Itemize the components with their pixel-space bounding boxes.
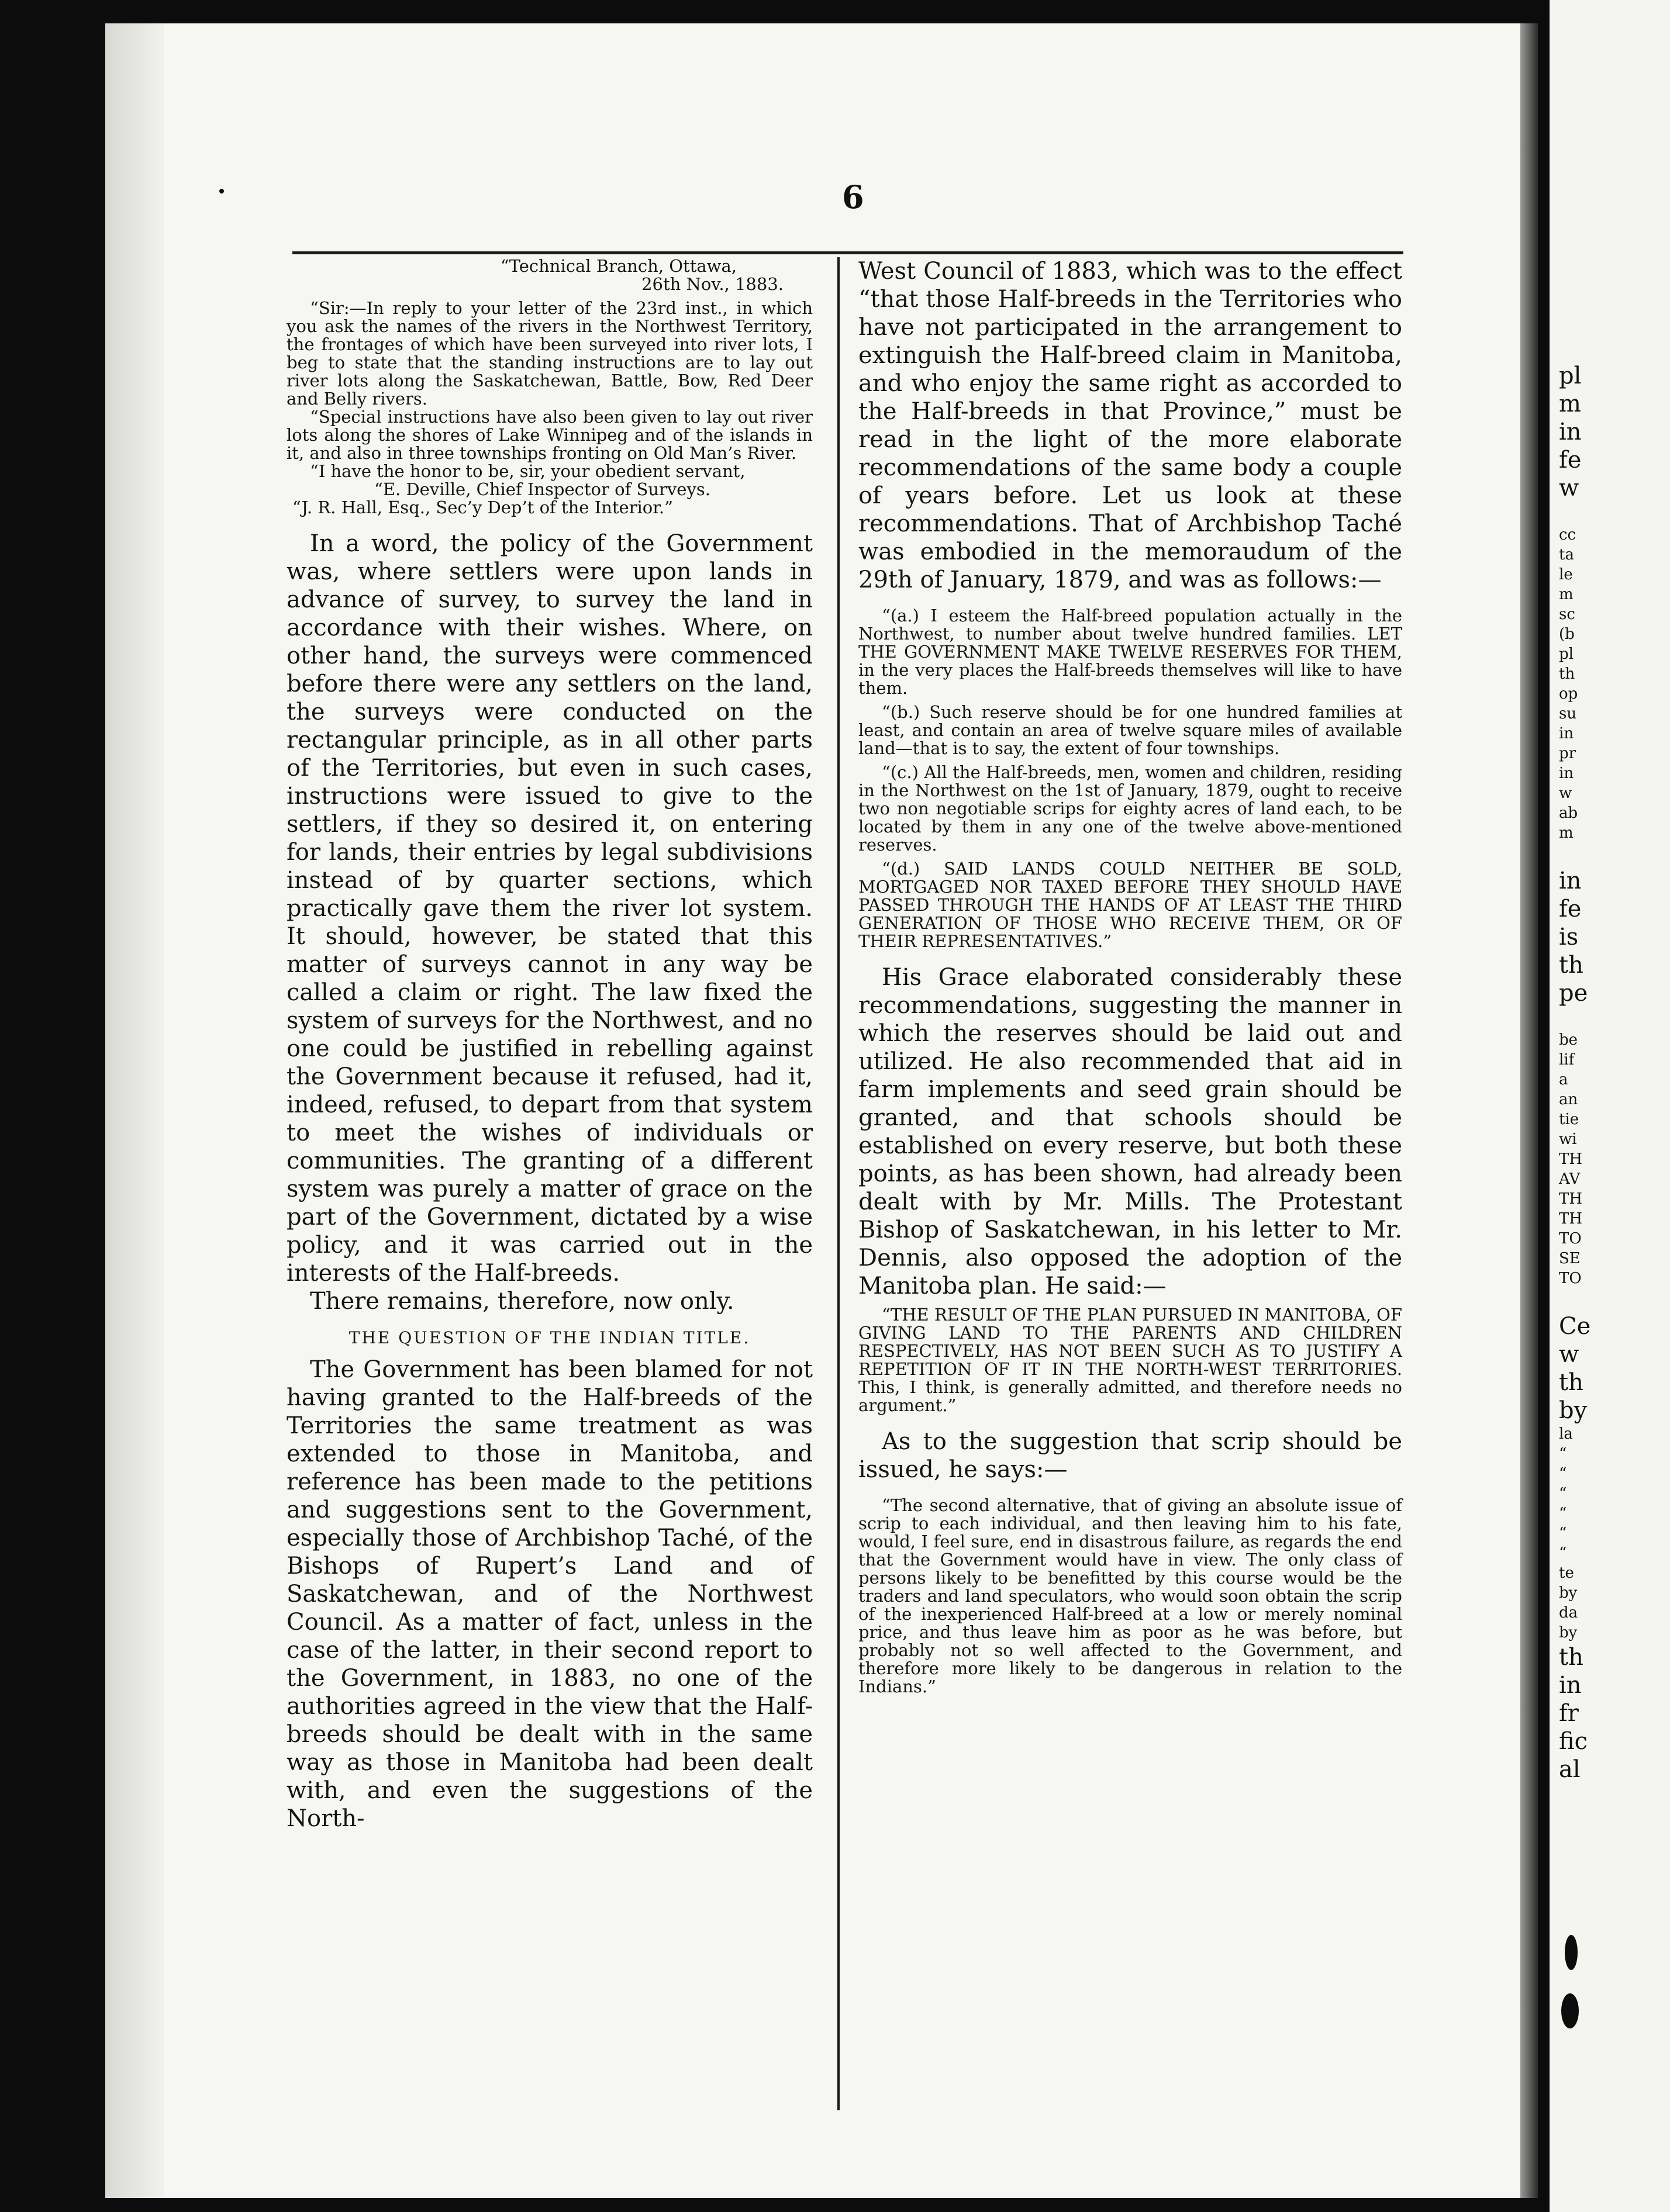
paragraph-policy: In a word, the policy of the Government was, where settlers were upon lands in advance of survey, to survey the land in accordance with their wishes. Where, on other hand, the surveys were commenced before there were any settlers on the land, the surveys were conducted on the rectangular principle, as in all other parts of the Territories, but even in such cases, instructions were issued to give to the settlers, if they so desired it, on entering for lands, their entries by legal subdivisions instead of by quarter sections, which practically gave them the river lot system. It should, however, be stated that this matter of surveys cannot in any way be called a claim or right. The law fixed the system of surveys for the Northwest, and no one could be justified in rebelling against the Government because it refused, had it, indeed, refused, to depart from that system to meet the wishes of individuals or communities. The granting of a different system was purely a matter of grace on the part of the Government, dictated by a wise policy, and it was carried out in the interests of the Half-breeds. [287, 530, 813, 1287]
next-page-fragment: w [1559, 784, 1572, 802]
next-page-fragment: by [1559, 1624, 1578, 1641]
next-page-fragment: ta [1559, 546, 1574, 564]
next-page-fragment: “ [1559, 1485, 1567, 1502]
next-page-fragment: fe [1559, 896, 1582, 922]
letter-signoff: “I have the honor to be, sir, your obedient servant, [310, 461, 746, 481]
next-page-fragment: in [1559, 725, 1574, 742]
next-page-fragment: op [1559, 685, 1578, 703]
next-page-fragment: (b [1559, 625, 1575, 643]
next-page-fragment: by [1559, 1584, 1578, 1602]
quote-scrip: “The second alternative, that of giving an absolute issue of scrip to each individual, and then leaving him to his fate, would, I feel sure, end in disastrous failure, as regards the end that the Government would have in view. The only class of persons likely to be benefitted by this course would be the traders and land speculators, who would soon obtain the scrip of the inexperienced Half-breed at a low or merely nominal price, and thus leave him as poor as he was before, but probably not so well affected to the Government, and therefore more likely to be dangerous in relation to the Indians.” [858, 1495, 1402, 1696]
next-page-fragment: da [1559, 1604, 1578, 1622]
paragraph-scrip: As to the suggestion that scrip should be issued, he says:— [858, 1428, 1402, 1483]
next-page-edge [1550, 0, 1670, 2212]
binding-mark [1565, 1935, 1578, 1970]
next-page-fragment: in [1559, 765, 1574, 782]
page-margin-shade [105, 23, 164, 2198]
header-rule [292, 251, 1403, 254]
next-page-fragment: fe [1559, 447, 1582, 473]
binding-mark [1561, 1993, 1579, 2028]
next-page-fragment: TO [1559, 1230, 1582, 1247]
next-page-fragment: “ [1559, 1465, 1567, 1482]
next-page-fragment: “ [1559, 1544, 1567, 1562]
quote-c: “(c.) All the Half-breeds, men, women and children, residing in the Northwest on the 1st of January, 1879, ought to receive two non negotiable scrips for eighty acres of land each, to be located by them in any one of the twelve above-mentioned reserves. [858, 762, 1402, 855]
quote-b: “(b.) Such reserve should be for one hundred families at least, and contain an area of twelve square miles of available land—that is to say, the extent of four townships. [858, 702, 1402, 758]
next-page-fragment: “ [1559, 1445, 1567, 1463]
letter-signature: “E. Deville, Chief Inspector of Surveys. [374, 479, 710, 499]
page-edge-shadow [1520, 23, 1538, 2198]
paragraph-blamed: The Government has been blamed for not having granted to the Half-breeds of the Territories the same treatment as was extended to those in Manitoba, and reference has been made to the petitions and suggestions sent to the Government, especially those of Archbishop Taché, of the Bishops of Rupert’s Land and of Saskatchewan, and of the Northwest Council. As a matter of fact, unless in the case of the latter, in their second report to the Government, in 1883, no one of the authorities agreed in the view that the Half-breeds should be dealt with in the same way as those in Manitoba had been dealt with, and even the suggestions of the North- [287, 1356, 813, 1832]
next-page-fragment: by [1559, 1397, 1588, 1424]
letter-header-line1: “Technical Branch, Ottawa, [500, 256, 737, 276]
next-page-fragment: pr [1559, 745, 1576, 762]
letter-header-line2: 26th Nov., 1883. [641, 274, 784, 294]
next-page-fragment: “ [1559, 1505, 1567, 1522]
next-page-fragment: w [1559, 1341, 1579, 1368]
paragraph-his-grace: His Grace elaborated considerably these recommendations, suggesting the manner in which the reserves should be laid out and utilized. He also recommended that aid in farm implements and seed grain should be granted, and that schools should be established on every reserve, but both these points, as has been shown, had already been dealt with by Mr. Mills. The Protestant Bishop of Saskatchewan, in his letter to Mr. Dennis, also opposed the adoption of the Manitoba plan. He said:— [858, 964, 1402, 1299]
letter-body: “Sir:—In reply to your letter of the 23rd inst., in which you ask the names of the rivers in the Northwest Territory, the frontages of which have been surveyed into river lots, I beg to state that the standing instructions are to lay out river lots along the Saskatchewan, Battle, Bow, Red Deer and Belly rivers. [287, 298, 813, 409]
next-page-fragment: m [1559, 824, 1574, 842]
quote-a: “(a.) I esteem the Half-breed population actually in the Northwest, to number about twelve hundred families. LET THE GOVERNMENT MAKE TWELVE RESERVES FOR THEM, in the very places the Half-breeds themselves will like to have them. [858, 606, 1402, 698]
next-page-fragment: TH [1559, 1210, 1583, 1228]
next-page-fragment: m [1559, 586, 1574, 603]
next-page-fragment: “ [1559, 1525, 1567, 1542]
next-page-fragment: in [1559, 1672, 1582, 1699]
next-page-fragment: Ce [1559, 1313, 1591, 1340]
next-page-fragment: wi [1559, 1131, 1577, 1148]
next-page-fragment: th [1559, 665, 1575, 683]
next-page-fragment: th [1559, 1644, 1583, 1671]
next-page-fragment: is [1559, 924, 1579, 951]
next-page-fragment: th [1559, 1369, 1583, 1396]
next-page-fragment: al [1559, 1756, 1581, 1783]
paragraph-remains: There remains, therefore, now only. [310, 1288, 734, 1315]
next-page-fragment: TH [1559, 1150, 1583, 1168]
next-page-fragment: in [1559, 867, 1582, 894]
paragraph-council: West Council of 1883, which was to the effect “that those Half-breeds in the Territories who have not participated in the arrangement to extinguish the Half-breed claim in Manitoba, and who enjoy the same right as accorded to the Half-breeds in that Province,” must be read in the light of the more elaborate recommendations of the same body a couple of years before. Let us look at these recommendations. That of Archbishop Taché was embodied in the memoraudum of the 29th of January, 1879, and was as follows:— [858, 258, 1402, 593]
next-page-fragment: be [1559, 1031, 1578, 1049]
right-column [858, 257, 1402, 1696]
next-page-fragment: lif [1559, 1051, 1575, 1069]
next-page-fragment: m [1559, 390, 1581, 417]
next-page-fragment: TO [1559, 1270, 1582, 1287]
next-page-fragment: a [1559, 1071, 1568, 1088]
next-page-fragment: in [1559, 419, 1582, 445]
page-number: 6 [842, 178, 864, 216]
letter-addressee: “J. R. Hall, Esq., Sec’y Dep’t of the Interior.” [292, 497, 673, 517]
next-page-fragment: te [1559, 1564, 1574, 1582]
next-page-fragment: cc [1559, 526, 1576, 544]
next-page-fragment: AV [1559, 1170, 1581, 1188]
next-page-fragment: w [1559, 475, 1579, 502]
next-page-fragment: le [1559, 566, 1573, 583]
column-divider [837, 257, 840, 2110]
next-page-fragment: tie [1559, 1111, 1579, 1128]
letter-body-2: “Special instructions have also been given to lay out river lots along the shores of Lake Winnipeg and of the islands in it, and also in three townships fronting on Old Man’s River. [287, 407, 813, 463]
next-page-fragment: SE [1559, 1250, 1581, 1267]
next-page-fragment: th [1559, 952, 1583, 979]
left-column [287, 257, 813, 1833]
next-page-fragment: pl [1559, 362, 1582, 389]
next-page-fragment: pl [1559, 645, 1574, 663]
quote-bishop: “THE RESULT OF THE PLAN PURSUED IN MANITOBA, OF GIVING LAND TO THE PARENTS AND CHILDREN RESPECTIVELY, HAS NOT BEEN SUCH AS TO JUSTIFY A REPETITION OF IT IN THE NORTH-WEST TERRITORIES. This, I think, is generally admitted, and therefore needs no argument.” [858, 1305, 1402, 1415]
next-page-fragment: pe [1559, 980, 1588, 1007]
scan-speck [219, 189, 224, 193]
quote-d: “(d.) SAID LANDS COULD NEITHER BE SOLD, MORTGAGED NOR TAXED BEFORE THEY SHOULD HAVE PASSED THROUGH THE HANDS OF AT LEAST THE THIRD GENERATION OF THOSE WHO RECEIVE THEM, OR OF THEIR REPRESENTATIVES.” [858, 859, 1402, 951]
next-page-fragment: an [1559, 1091, 1578, 1108]
next-page-fragment: la [1559, 1425, 1573, 1443]
section-heading: THE QUESTION OF THE INDIAN TITLE. [349, 1328, 751, 1347]
next-page-fragment: su [1559, 705, 1577, 723]
next-page-fragment: fr [1559, 1700, 1579, 1727]
next-page-fragment: TH [1559, 1190, 1583, 1208]
next-page-fragment: ab [1559, 804, 1578, 822]
next-page-fragment: fic [1559, 1728, 1588, 1755]
next-page-fragment: sc [1559, 606, 1575, 623]
